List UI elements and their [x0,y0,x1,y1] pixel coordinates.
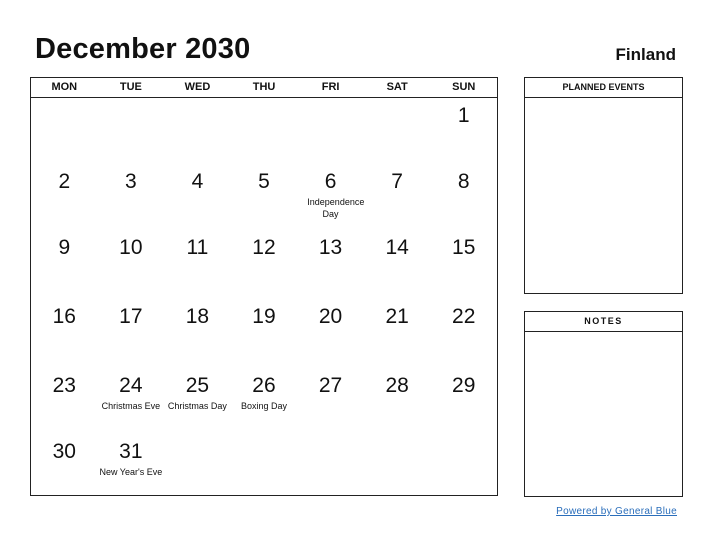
day-number: 19 [252,305,276,328]
day-cell [164,230,231,290]
day-number: 22 [452,305,476,328]
weekday-wed: WED [184,81,211,93]
notes-box [524,311,683,497]
day-number: 28 [385,374,409,397]
day-number: 2 [58,170,71,193]
holiday-label: Christmas Day [167,401,227,411]
day-cell [31,434,98,494]
day-number: 8 [457,170,470,193]
day-cell [98,434,165,494]
day-cell [430,230,497,290]
day-number: 23 [52,374,76,397]
notes-title: NOTES [525,312,682,332]
day-number: 21 [385,305,409,328]
day-cell [31,299,98,359]
day-number: 9 [58,236,71,259]
day-number: 20 [318,305,343,328]
calendar-grid [30,77,498,496]
day-cell [164,299,231,359]
day-cell [364,299,431,359]
day-number: 3 [125,170,137,193]
planned-events-title: PLANNED EVENTS [525,78,682,98]
day-number: 4 [191,170,204,193]
day-number: 15 [452,236,476,259]
page-title: December 2030 [35,33,251,65]
day-cell [364,164,431,224]
day-cell [297,368,364,428]
day-number: 18 [185,305,210,328]
day-cell [231,230,298,290]
day-number: 13 [318,236,343,259]
day-cell [430,299,497,359]
day-cell [31,230,98,290]
day-number: 29 [452,374,476,397]
day-number: 26 [252,374,276,397]
holiday-label: Independence Day [307,197,365,219]
planned-events-box [524,77,683,294]
day-number: 31 [119,440,143,463]
day-number: 6 [324,170,337,193]
weekday-header [31,78,497,98]
weekday-thu: THU [252,81,276,93]
day-number: 12 [252,236,276,259]
day-number: 17 [119,305,143,328]
day-cell [430,98,497,158]
day-cell [364,230,431,290]
holiday-label: Christmas Eve [101,401,161,411]
country-label: Finland [615,45,676,64]
day-cell [98,230,165,290]
day-cell [31,164,98,224]
day-number: 1 [457,104,470,127]
holiday-label: Boxing Day [240,401,287,411]
day-number: 10 [119,236,143,259]
day-number: 14 [385,236,409,259]
day-cell [231,299,298,359]
weekday-tue: TUE [119,81,142,93]
day-number: 11 [186,236,209,259]
day-cell [98,164,165,224]
day-cell [430,368,497,428]
day-cell [231,164,298,224]
day-cell [364,368,431,428]
holiday-label: New Year's Eve [99,467,163,477]
day-cell [98,368,165,428]
day-number: 27 [318,374,343,397]
day-number: 5 [258,170,270,193]
weekday-fri: FRI [321,81,340,93]
day-cell [430,164,497,224]
weekday-sun: SUN [452,81,476,93]
day-cell [297,299,364,359]
day-cell [297,230,364,290]
day-cell [297,164,364,224]
weekday-mon: MON [51,81,78,93]
day-number: 16 [52,305,76,328]
day-cell [98,299,165,359]
weekday-sat: SAT [386,81,408,93]
day-cell [31,368,98,428]
powered-by-link[interactable]: Powered by General Blue [556,506,677,517]
day-cell [164,164,231,224]
day-number: 7 [391,170,403,193]
day-cell [164,368,231,428]
day-number: 24 [119,374,143,397]
day-number: 30 [52,440,76,463]
day-cell [231,368,298,428]
day-number: 25 [185,374,210,397]
